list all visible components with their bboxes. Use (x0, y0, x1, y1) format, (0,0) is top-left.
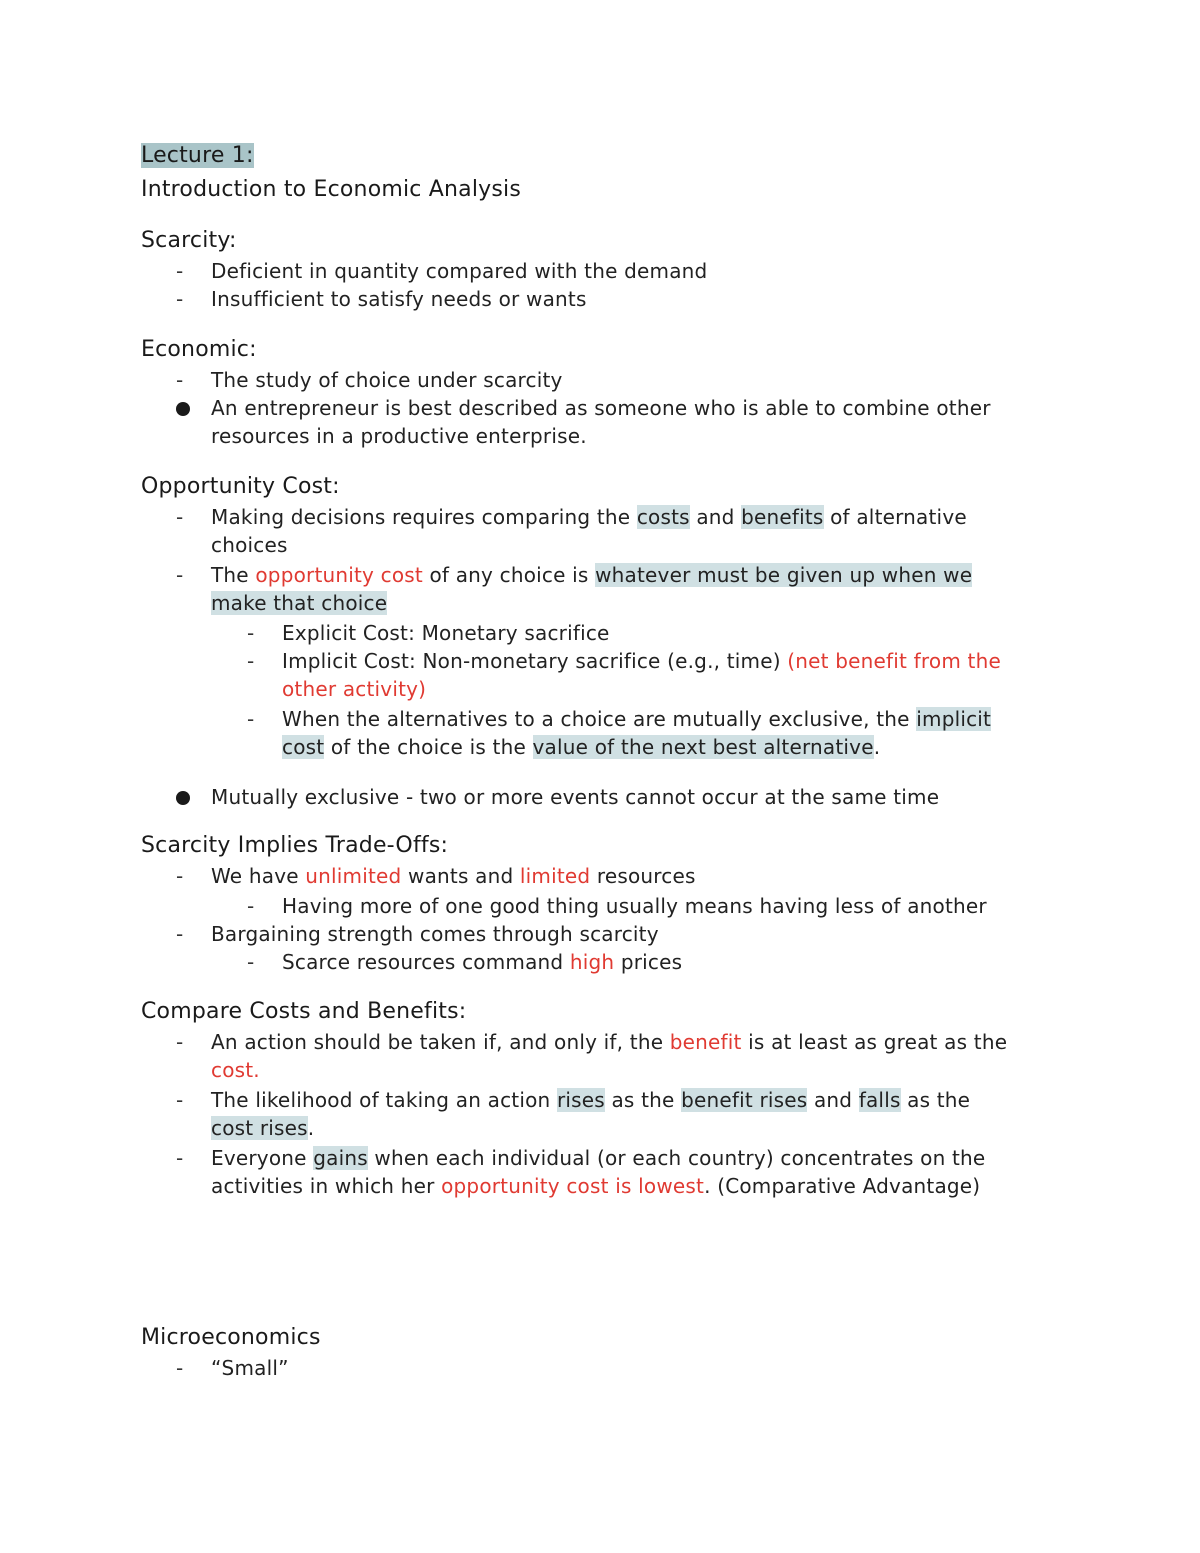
text-run: of alternative (823, 505, 967, 529)
dash-marker: - (247, 707, 255, 731)
text-run: as the (604, 1088, 682, 1112)
text-run: of any choice is (422, 563, 596, 587)
text-run: and (689, 505, 742, 529)
red-term-benefit: benefit (669, 1030, 742, 1054)
text-run: We have (211, 864, 306, 888)
lecture-title (141, 141, 254, 171)
bullet-dot (176, 402, 190, 416)
red-term-unlimited: unlimited (305, 864, 402, 888)
list-item-continued: cost. (211, 1058, 260, 1082)
list-item (211, 1086, 970, 1114)
dash-marker: - (247, 950, 255, 974)
dash-marker: - (176, 1356, 184, 1380)
heading-tradeoffs: Scarcity Implies Trade-Offs: (141, 833, 449, 858)
sub-list-item: Explicit Cost: Monetary sacrifice (282, 621, 610, 645)
list-item (211, 862, 696, 890)
text-run: Everyone (211, 1146, 314, 1170)
dash-marker: - (176, 505, 184, 529)
list-item-continued (211, 1114, 314, 1142)
highlight-given-up: whatever must be given up when we (595, 563, 973, 587)
red-note: (net benefit from the (787, 649, 1001, 673)
list-item: Insufficient to satisfy needs or wants (211, 287, 587, 311)
text-run: prices (614, 950, 683, 974)
red-term-limited: limited (519, 864, 591, 888)
heading-economic: Economic: (141, 337, 257, 362)
text-run: The (211, 563, 256, 587)
sub-list-item (282, 948, 682, 976)
dash-marker: - (176, 1088, 184, 1112)
highlight-implicit: implicit (916, 707, 992, 731)
text-run: . (873, 735, 881, 759)
bullet-dot (176, 791, 190, 805)
highlight-make-choice: make that choice (211, 591, 388, 615)
lecture-title-text: Lecture 1: (141, 143, 254, 168)
text-run: When the alternatives to a choice are mutually exclusive, the (282, 707, 917, 731)
dash-marker: - (176, 287, 184, 311)
text-run: An action should be taken if, and only if, the (211, 1030, 670, 1054)
highlight-costs: costs (636, 505, 690, 529)
red-term-lowest-cost: opportunity cost is lowest (441, 1174, 705, 1198)
dash-marker: - (247, 894, 255, 918)
dash-marker: - (176, 1030, 184, 1054)
text-run: . (Comparative Advantage) (704, 1174, 981, 1198)
dash-marker: - (176, 864, 184, 888)
highlight-gains: gains (313, 1146, 368, 1170)
dash-marker: - (176, 1146, 184, 1170)
list-item: “Small” (211, 1356, 289, 1380)
bullet-item: Mutually exclusive - two or more events cannot occur at the same time (211, 785, 940, 809)
list-item (211, 561, 972, 589)
list-item (211, 1144, 985, 1172)
text-run: of the choice is the (324, 735, 533, 759)
bullet-item: An entrepreneur is best described as someone who is able to combine other (211, 396, 991, 420)
text-run: Implicit Cost: Non-monetary sacrifice (e.g., time) (282, 649, 788, 673)
dash-marker: - (176, 259, 184, 283)
highlight-falls: falls (858, 1088, 901, 1112)
list-item-continued (211, 1172, 980, 1200)
list-item: Bargaining strength comes through scarcity (211, 922, 659, 946)
list-item (211, 1028, 1007, 1056)
heading-compare: Compare Costs and Benefits: (141, 999, 467, 1024)
highlight-rises: rises (556, 1088, 605, 1112)
list-item (211, 503, 967, 531)
sub-list-item (282, 647, 1001, 675)
list-item: The study of choice under scarcity (211, 368, 563, 392)
subtitle: Introduction to Economic Analysis (141, 177, 522, 202)
sub-list-item (282, 705, 991, 733)
sub-list-item-continued: other activity) (282, 677, 427, 701)
sub-list-item: Having more of one good thing usually means having less of another (282, 894, 987, 918)
text-run: activities in which her (211, 1174, 442, 1198)
highlight-next-best: value of the next best alternative (532, 735, 874, 759)
highlight-benefit-rises: benefit rises (681, 1088, 808, 1112)
highlight-benefits: benefits (741, 505, 824, 529)
text-run: The likelihood of taking an action (211, 1088, 557, 1112)
heading-scarcity: Scarcity: (141, 228, 237, 253)
red-term-high: high (569, 950, 615, 974)
dash-marker: - (247, 621, 255, 645)
list-item: Deficient in quantity compared with the demand (211, 259, 708, 283)
dash-marker: - (176, 563, 184, 587)
list-item-continued: choices (211, 533, 288, 557)
text-run: when each individual (or each country) concentrates on the (367, 1146, 986, 1170)
text-run: is at least as great as the (741, 1030, 1008, 1054)
text-run: as the (900, 1088, 971, 1112)
dash-marker: - (247, 649, 255, 673)
text-run: and (807, 1088, 859, 1112)
list-item-continued (211, 589, 387, 617)
text-run: Scarce resources command (282, 950, 570, 974)
highlight-cost-rises: cost rises (211, 1116, 308, 1140)
text-run: Making decisions requires comparing the (211, 505, 637, 529)
sub-list-item-continued (282, 733, 880, 761)
dash-marker: - (176, 922, 184, 946)
text-run: resources (590, 864, 696, 888)
dash-marker: - (176, 368, 184, 392)
highlight-cost: cost (282, 735, 325, 759)
heading-microeconomics: Microeconomics (141, 1325, 321, 1350)
text-run: . (307, 1116, 315, 1140)
red-term-opportunity-cost: opportunity cost (255, 563, 423, 587)
text-run: wants and (401, 864, 520, 888)
heading-opportunity-cost: Opportunity Cost: (141, 474, 340, 499)
bullet-item-continued: resources in a productive enterprise. (211, 424, 587, 448)
